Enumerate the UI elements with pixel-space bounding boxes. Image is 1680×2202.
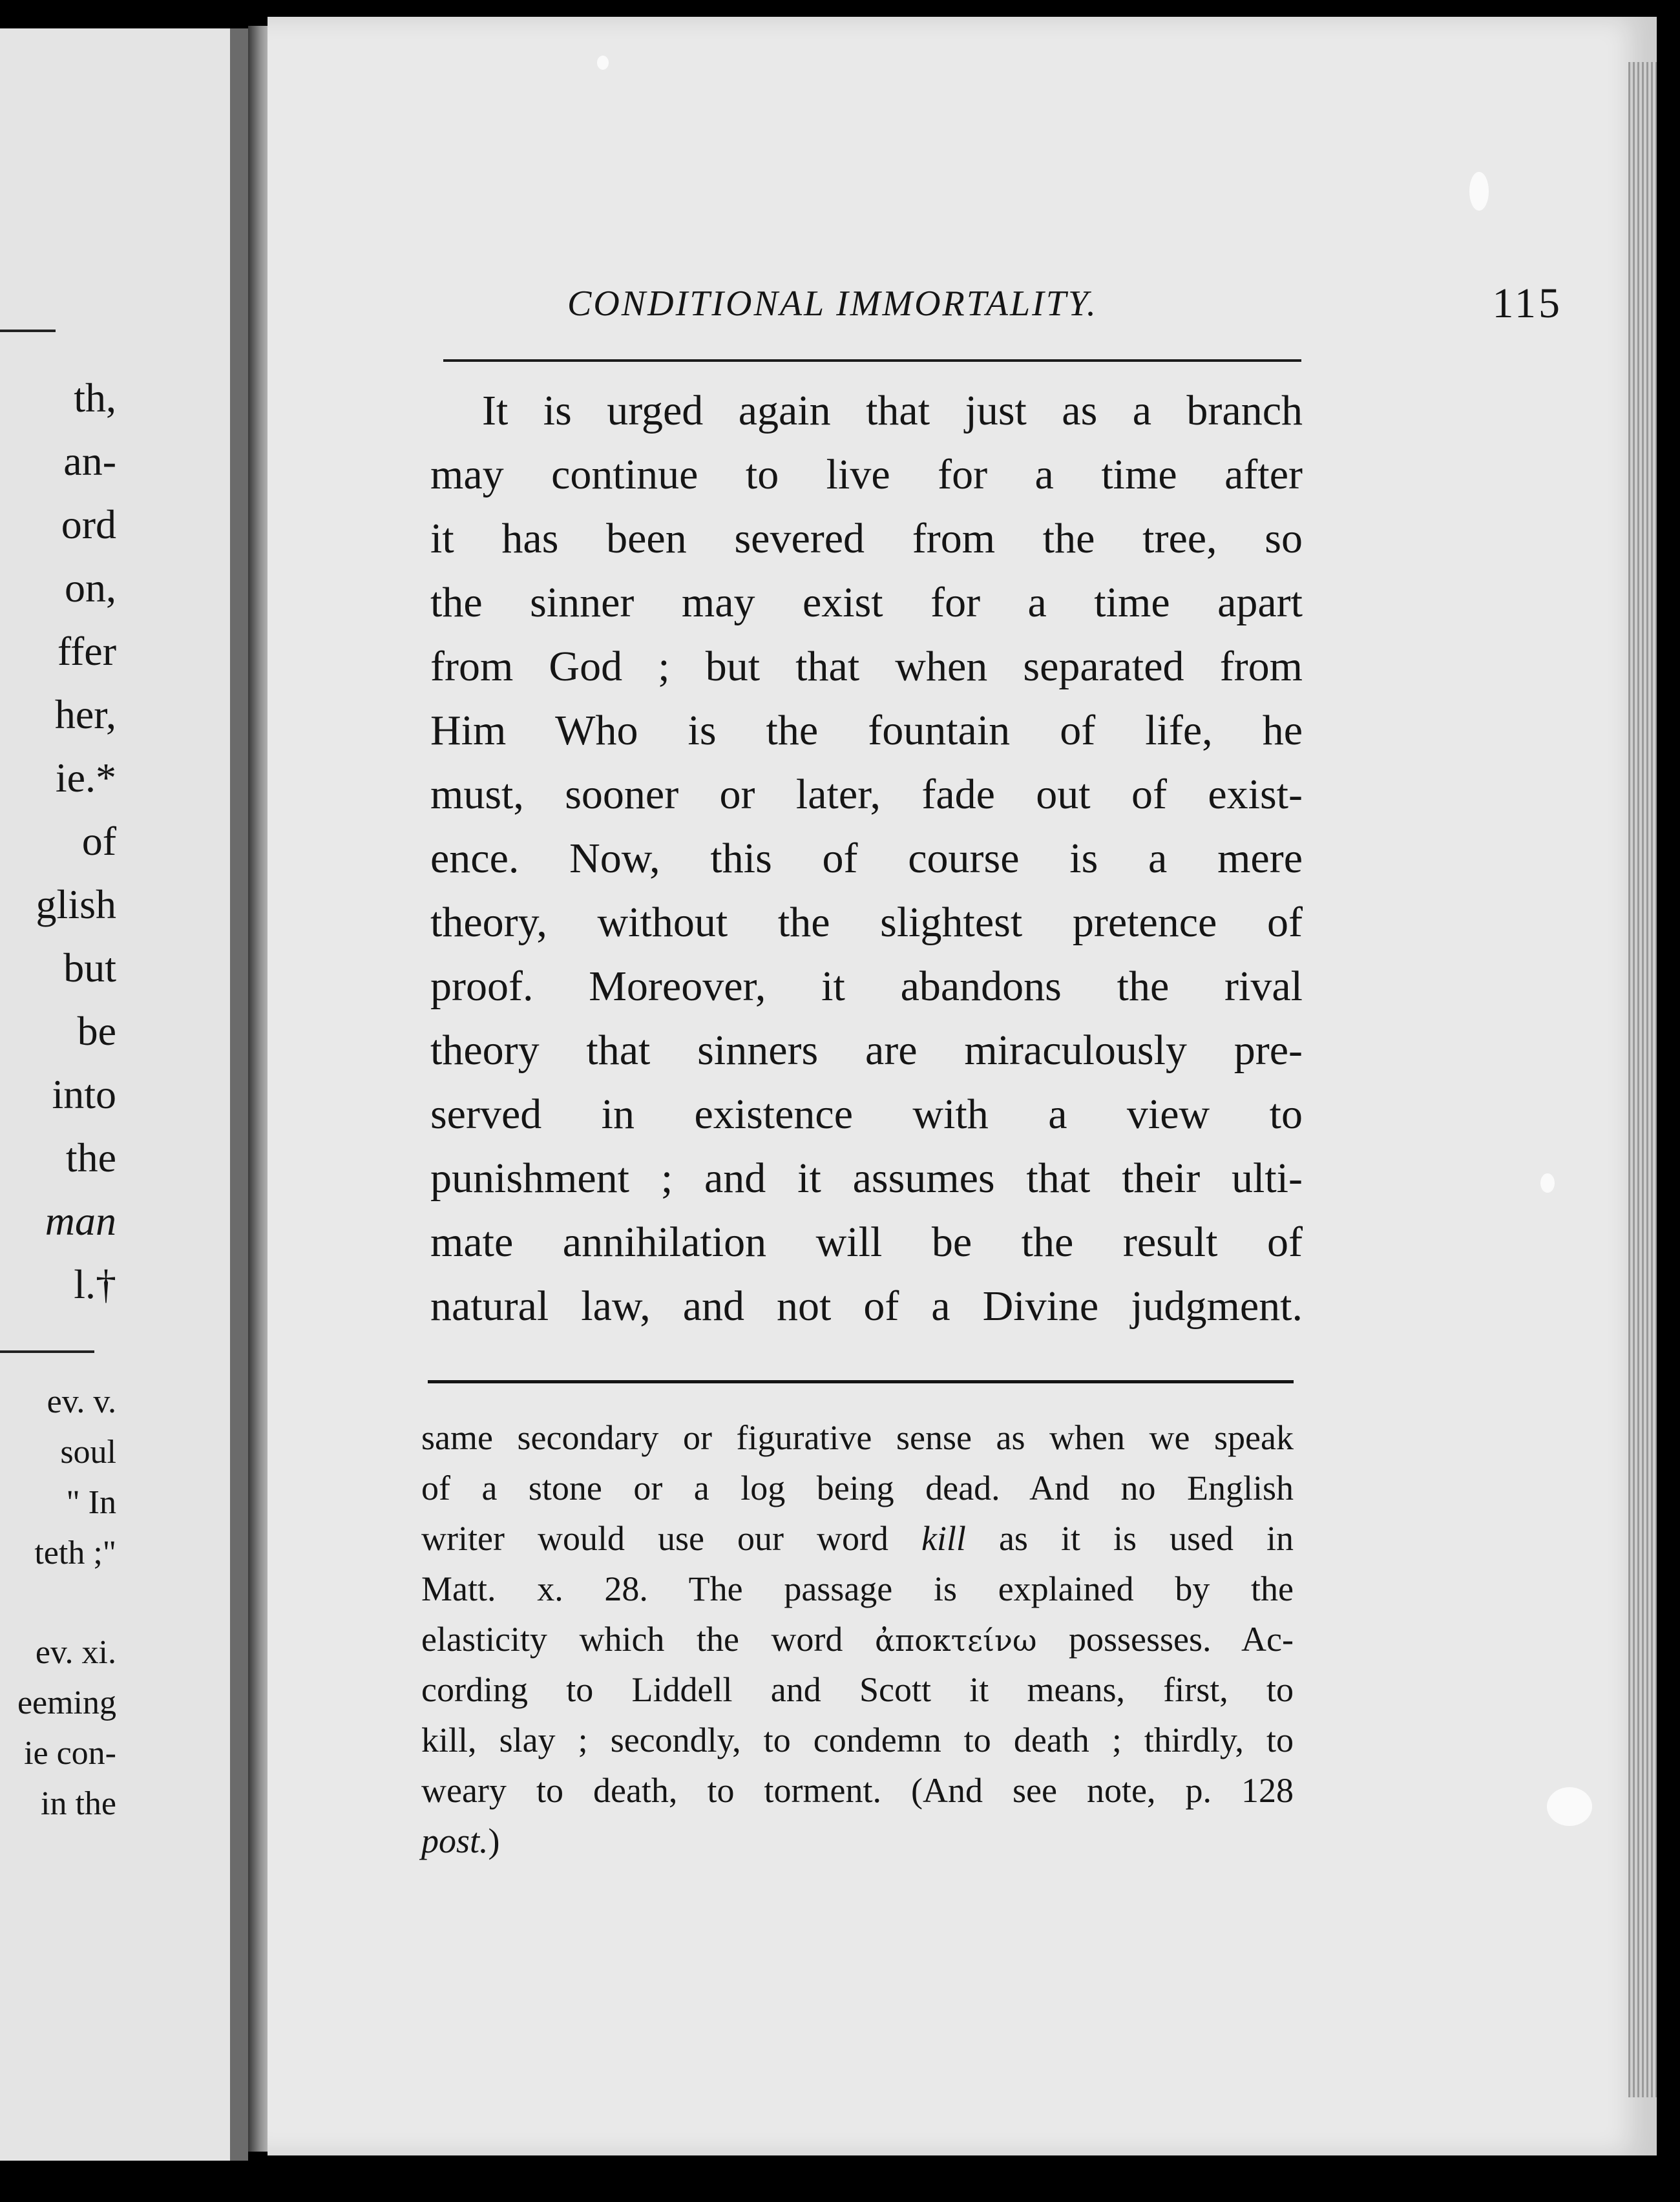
footnote xyxy=(421,1412,1294,1866)
body-line: theory, without the slightest pretence of xyxy=(430,899,1303,946)
left-footnote-line: ev. xi. xyxy=(35,1634,116,1671)
footnote-text: possesses. Ac- xyxy=(1036,1620,1294,1659)
book-gutter xyxy=(248,26,270,2152)
running-head xyxy=(567,271,1569,342)
paper-speck xyxy=(1540,1173,1555,1193)
page-number: 115 xyxy=(1492,280,1562,327)
body-line: may continue to live for a time after xyxy=(430,451,1303,498)
left-footnote-line: teth ;" xyxy=(34,1535,116,1571)
footnote-line: Matt. x. 28. The passage is explained by the xyxy=(421,1569,1294,1608)
left-page-line: man xyxy=(45,1198,116,1244)
footnote-line: same secondary or figurative sense as when we speak xyxy=(421,1418,1294,1457)
left-page-footnote-rule xyxy=(0,1350,94,1353)
footnote-italic-word: kill xyxy=(921,1519,966,1558)
paper-speck xyxy=(1469,172,1489,211)
body-line: mate annihilation will be the result of xyxy=(430,1219,1303,1266)
left-page-line: glish xyxy=(36,881,116,927)
header-rule xyxy=(443,359,1301,362)
footnote-text: ) xyxy=(488,1821,500,1860)
body-paragraph xyxy=(430,379,1303,1338)
left-footnote-line: in the xyxy=(41,1785,116,1822)
left-page-line: of xyxy=(81,818,116,864)
body-line: must, sooner or later, fade out of exist- xyxy=(430,771,1303,818)
footnote-text: writer would use our word xyxy=(421,1519,921,1558)
footnote-line: weary to death, to torment. (And see note, p. 128 xyxy=(421,1771,1294,1810)
body-line: served in existence with a view to xyxy=(430,1091,1303,1138)
footnote-text: elasticity which the word xyxy=(421,1620,875,1659)
footnote-line xyxy=(421,1513,1294,1564)
paper-speck xyxy=(1547,1787,1592,1826)
left-page-line: ie.* xyxy=(55,755,116,801)
footnote-italic-word: post. xyxy=(421,1821,488,1860)
page-edge xyxy=(1628,62,1657,2097)
footnote-text: as it is used in xyxy=(965,1519,1294,1558)
left-footnote-line: eeming xyxy=(17,1684,116,1721)
left-page-line: into xyxy=(52,1071,116,1117)
footnote-line: of a stone or a log being dead. And no English xyxy=(421,1469,1294,1507)
footnote-rule xyxy=(428,1380,1294,1383)
running-title: CONDITIONAL IMMORTALITY. xyxy=(567,284,1098,324)
footnote-greek-word: ἀποκτείνω xyxy=(874,1623,1037,1658)
body-line: It is urged again that just as a branch xyxy=(482,387,1303,434)
left-page-line: an- xyxy=(63,438,116,484)
left-page xyxy=(0,28,248,2161)
footnote-line xyxy=(421,1614,1294,1664)
left-page-line: th, xyxy=(74,375,116,421)
book-page xyxy=(268,17,1657,2155)
left-page-line: the xyxy=(65,1135,116,1180)
body-line: natural law, and not of a Divine judgment. xyxy=(430,1283,1303,1330)
left-footnote-line: ie con- xyxy=(24,1735,116,1772)
left-page-line: on, xyxy=(65,565,116,611)
left-page-line: ord xyxy=(61,501,116,547)
left-page-line: be xyxy=(77,1008,116,1054)
body-line: the sinner may exist for a time apart xyxy=(430,579,1303,626)
footnote-line: cording to Liddell and Scott it means, first, to xyxy=(421,1670,1294,1709)
left-page-line: ffer xyxy=(57,628,116,674)
left-footnote-line: soul xyxy=(60,1434,116,1471)
left-footnote-line: " In xyxy=(66,1484,116,1521)
body-line: Him Who is the fountain of life, he xyxy=(430,707,1303,754)
left-page-line: her, xyxy=(54,691,116,737)
body-line: punishment ; and it assumes that their ulti- xyxy=(430,1155,1303,1202)
left-page-line: l.† xyxy=(74,1261,116,1307)
body-line: theory that sinners are miraculously pre- xyxy=(430,1027,1303,1074)
paper-speck xyxy=(597,56,609,70)
left-footnote-line: ev. v. xyxy=(47,1383,116,1420)
left-page-header-rule xyxy=(0,330,56,332)
body-line: from God ; but that when separated from xyxy=(430,643,1303,690)
footnote-line xyxy=(421,1816,1294,1866)
footnote-line: kill, slay ; secondly, to condemn to death ; thirdly, to xyxy=(421,1721,1294,1759)
left-page-line: but xyxy=(63,945,116,991)
body-line: it has been severed from the tree, so xyxy=(430,515,1303,562)
body-line: ence. Now, this of course is a mere xyxy=(430,835,1303,882)
body-line: proof. Moreover, it abandons the rival xyxy=(430,963,1303,1010)
